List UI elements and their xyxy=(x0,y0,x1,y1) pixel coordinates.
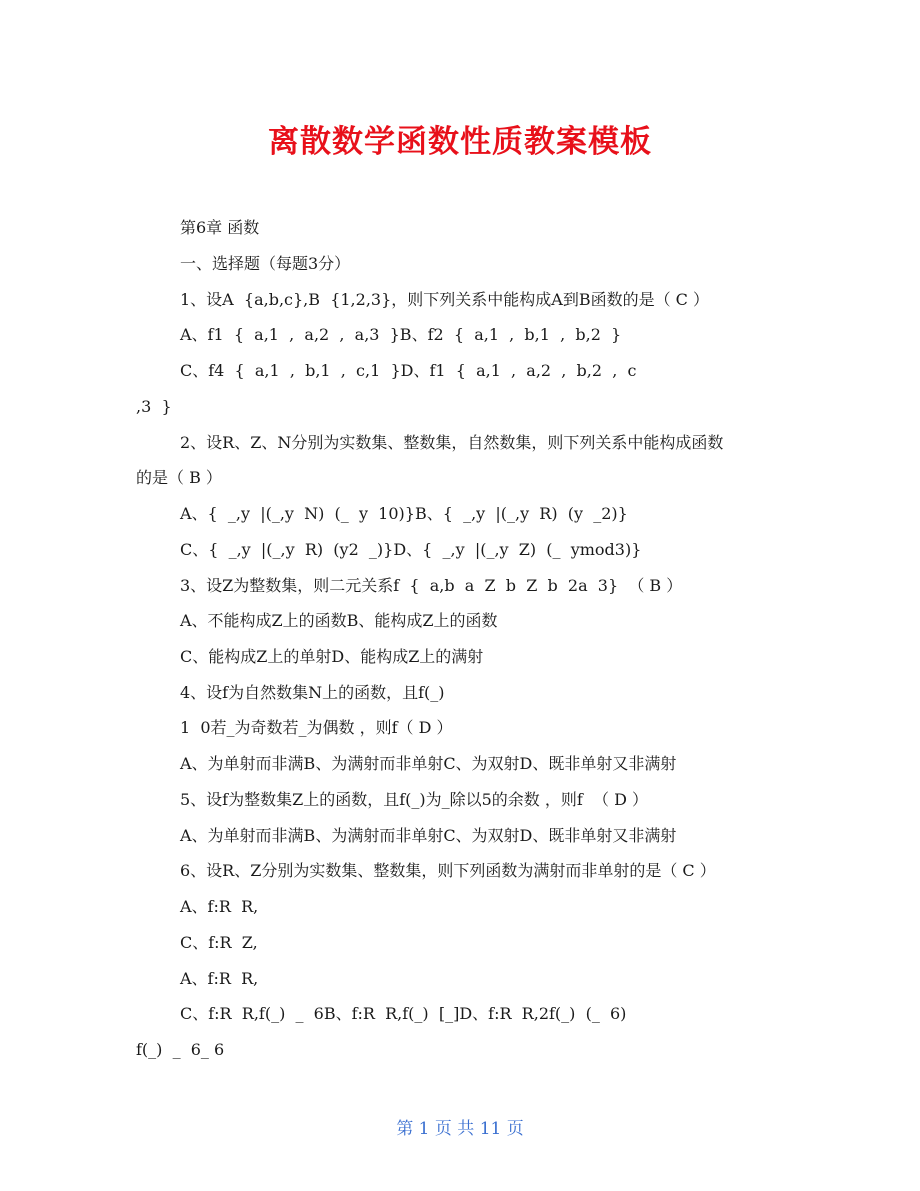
question-2-options-ab: A、{ _,y |(_,y N) (_ y 10)}B、{ _,y |(_,y R) (y _2)} xyxy=(180,504,628,523)
question-1-options-cd-cont: ,3 } xyxy=(136,397,172,416)
question-4: 4、设f为自然数集N上的函数，且f(_) xyxy=(180,683,445,702)
question-1: 1、设A {a,b,c},B {1,2,3}，则下列关系中能构成A到B函数的是（ C ） xyxy=(180,290,709,309)
question-1-options-cd: C、f4 { a,1 , b,1 , c,1 }D、f1 { a,1 , a,2 , b,2 , c xyxy=(180,361,637,380)
section-heading: 一、选择题（每题3分） xyxy=(180,254,351,273)
question-1-options-ab: A、f1 { a,1 , a,2 , a,3 }B、f2 { a,1 , b,1 , b,2 } xyxy=(180,325,622,344)
question-6-options-full: C、f:R R,f(_) _ 6B、f:R R,f(_) [_]D、f:R R,2f(_) (_ 6) xyxy=(180,1004,627,1023)
question-3: 3、设Z为整数集，则二元关系f { a,b a Z b Z b 2a 3} （ B ） xyxy=(180,576,683,595)
question-2-cont: 的是（ B ） xyxy=(136,468,222,487)
document-title: 离散数学函数性质教案模板 xyxy=(268,124,652,160)
question-6-option-a-repeat: A、f:R R, xyxy=(180,969,259,988)
question-2: 2、设R、Z、N分别为实数集、整数集，自然数集，则下列关系中能构成函数 xyxy=(180,433,724,452)
chapter-heading: 第6章 函数 xyxy=(180,218,260,237)
question-4-options: A、为单射而非满B、为满射而非单射C、为双射D、既非单射又非满射 xyxy=(180,754,677,773)
question-5: 5、设f为整数集Z上的函数，且f(_)为_除以5的余数 ，则f （ D ） xyxy=(180,790,648,809)
question-3-options-cd: C、能构成Z上的单射D、能构成Z上的满射 xyxy=(180,647,484,666)
question-5-options: A、为单射而非满B、为满射而非单射C、为双射D、既非单射又非满射 xyxy=(180,826,677,845)
page-footer: 第 1 页 共 11 页 xyxy=(396,1119,524,1139)
question-6-option-a: A、f:R R, xyxy=(180,897,259,916)
question-6: 6、设R、Z分别为实数集、整数集，则下列函数为满射而非单射的是（ C ） xyxy=(180,861,716,880)
question-6-options-cont: f(_) _ 6_ 6 xyxy=(136,1040,225,1059)
question-2-options-cd: C、{ _,y |(_,y R) (y2 _)}D、{ _,y |(_,y Z) (_ ymod3)} xyxy=(180,540,642,559)
question-6-option-c: C、f:R Z, xyxy=(180,933,258,952)
question-3-options-ab: A、不能构成Z上的函数B、能构成Z上的函数 xyxy=(180,611,498,630)
question-4-cont: 1 0若_为奇数若_为偶数 ，则f（ D ） xyxy=(180,718,453,737)
